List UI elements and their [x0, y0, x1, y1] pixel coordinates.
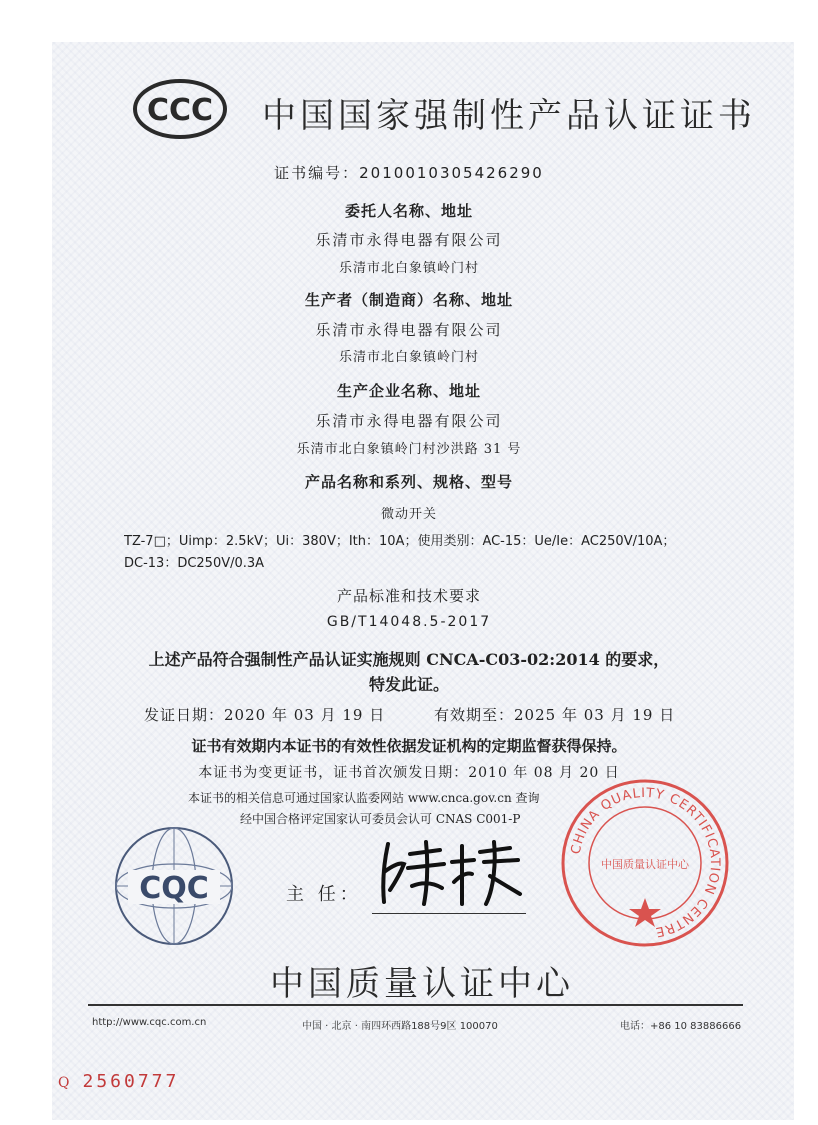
serial-number	[58, 1071, 179, 1092]
factory-name: 乐清市永得电器有限公司	[315, 412, 503, 430]
director-label: 主 任：	[286, 884, 362, 905]
serial-prefix: Q	[58, 1075, 73, 1091]
footer-divider	[88, 1004, 743, 1006]
serial-value: 2560777	[82, 1071, 180, 1092]
applicant-label: 委托人名称、地址	[344, 202, 473, 220]
change-note: 本证书为变更证书，证书首次颁发日期：2010 年 08 月 20 日	[198, 765, 620, 781]
applicant-name: 乐清市永得电器有限公司	[315, 231, 503, 249]
validity-note: 证书有效期内本证书的有效性依据发证机构的定期监督获得保持。	[191, 737, 627, 755]
cqc-seal	[560, 778, 730, 948]
product-name: 微动开关	[380, 507, 437, 522]
ccc-logo	[132, 78, 228, 140]
valid-until-date: 有效期至：2025 年 03 月 19 日	[434, 706, 676, 724]
certificate-number: 证书编号：2010010305426290	[274, 164, 544, 182]
seal-ring-text: CHINA QUALITY CERTIFICATION CENTRE	[568, 785, 723, 940]
issue-date: 发证日期：2020 年 03 月 19 日	[144, 706, 386, 724]
product-spec-line-2: DC-13：DC250V/0.3A	[124, 556, 265, 571]
factory-address: 乐清市北白象镇岭门村沙洪路 31 号	[296, 442, 522, 457]
certificate-title: 中国国家强制性产品认证证书	[262, 96, 756, 136]
director-signature	[370, 832, 530, 912]
manufacturer-name: 乐清市永得电器有限公司	[315, 321, 503, 339]
manufacturer-label: 生产者（制造商）名称、地址	[304, 291, 513, 309]
product-spec-line-1: TZ-7□；Uimp：2.5kV；Ui：380V；Ith：10A；使用类别：AC-15：Ue/Ie：AC250V/10A；	[124, 534, 676, 549]
cqc-logo-text: CQC	[139, 871, 209, 906]
compliance-statement-line-2: 特发此证。	[368, 675, 449, 694]
query-note: 本证书的相关信息可通过国家认监委网站 www.cnca.gov.cn 查询	[188, 791, 540, 805]
standard-label: 产品标准和技术要求	[336, 587, 481, 605]
applicant-address: 乐清市北白象镇岭门村	[338, 261, 479, 276]
cqc-logo	[112, 824, 236, 948]
seal-center-text: 中国质量认证中心	[601, 858, 689, 871]
issuing-organization: 中国质量认证中心	[270, 964, 574, 1004]
cnas-note: 经中国合格评定国家认可委员会认可 CNAS C001-P	[240, 812, 521, 826]
signature-line	[372, 913, 526, 914]
compliance-statement-line-1: 上述产品符合强制性产品认证实施规则 CNCA-C03-02:2014 的要求，	[148, 650, 670, 669]
footer-url[interactable]: http://www.cqc.com.cn	[92, 1017, 207, 1028]
manufacturer-address: 乐清市北白象镇岭门村	[338, 350, 479, 365]
product-label: 产品名称和系列、规格、型号	[304, 473, 513, 491]
footer-address: 中国 · 北京 · 南四环西路188号9区 100070	[302, 1021, 498, 1032]
footer-phone: 电话：+86 10 83886666	[620, 1021, 742, 1032]
factory-label: 生产企业名称、地址	[336, 382, 481, 400]
ccc-logo-text: CCC	[146, 93, 214, 128]
standard-value: GB/T14048.5-2017	[326, 614, 492, 630]
